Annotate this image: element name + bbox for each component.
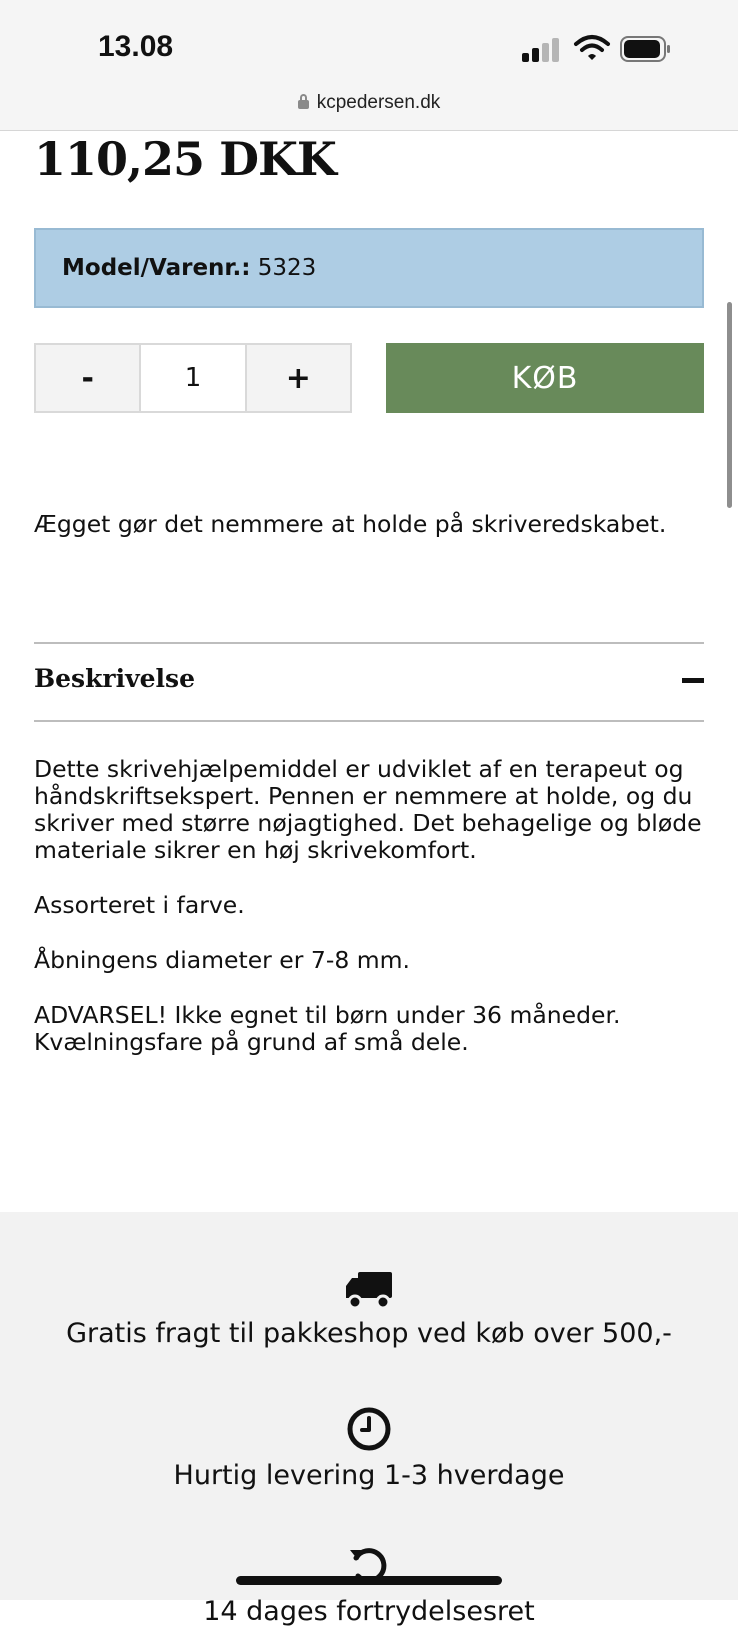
- description-paragraph: Dette skrivehjælpemiddel er udviklet af en terapeut og håndskriftsekspert. Pennen er nemmere at holde, og du skriver med større nøjagtighed. Det behagelige og bløde materiale sikrer en høj skrivekomfort.: [34, 755, 702, 864]
- model-value: 5323: [257, 255, 317, 281]
- description-body: [34, 756, 724, 1084]
- quantity-input[interactable]: 1: [139, 345, 246, 411]
- battery-icon: [620, 36, 672, 62]
- benefit-text: Gratis fragt til pakkeshop ved køb over 500,-: [66, 1318, 672, 1349]
- short-description: Ægget gør det nemmere at holde på skriveredskabet.: [34, 510, 667, 538]
- model-label: Model/Varenr.:: [62, 255, 251, 281]
- description-accordion-title[interactable]: Beskrivelse: [34, 664, 196, 693]
- shop-benefits: [0, 1212, 738, 1627]
- description-paragraph: ADVARSEL! Ikke egnet til børn under 36 måneder. Kvælningsfare på grund af små dele.: [34, 1001, 621, 1056]
- status-time: 13.08: [98, 30, 174, 63]
- address-bar[interactable]: [0, 92, 738, 114]
- benefit-fast-delivery: [0, 1406, 738, 1491]
- benefit-text: Hurtig levering 1-3 hverdage: [173, 1460, 565, 1491]
- divider: [34, 720, 704, 722]
- truck-icon: [344, 1270, 394, 1310]
- benefit-free-shipping: [0, 1270, 738, 1349]
- benefit-text: 14 dages fortrydelsesret: [203, 1596, 535, 1627]
- clock-icon: [346, 1406, 392, 1452]
- home-indicator[interactable]: [236, 1576, 502, 1585]
- lock-icon: [298, 100, 309, 109]
- product-price: 110,25 DKK: [34, 132, 336, 186]
- increase-quantity-button[interactable]: +: [247, 345, 350, 411]
- cellular-signal-icon: [522, 38, 562, 62]
- description-paragraph: Åbningens diameter er 7-8 mm.: [34, 946, 410, 974]
- description-paragraph: Assorteret i farve.: [34, 891, 245, 919]
- divider: [34, 642, 704, 644]
- url-text: kcpedersen.dk: [316, 92, 441, 113]
- scrollbar[interactable]: [727, 302, 732, 508]
- quantity-stepper: [34, 343, 352, 413]
- buy-button[interactable]: KØB: [386, 343, 704, 413]
- browser-top-bar: [0, 0, 738, 131]
- wifi-icon: [574, 34, 610, 62]
- model-number-box: [34, 228, 704, 308]
- collapse-minus-icon[interactable]: [682, 678, 704, 683]
- decrease-quantity-button[interactable]: -: [36, 345, 139, 411]
